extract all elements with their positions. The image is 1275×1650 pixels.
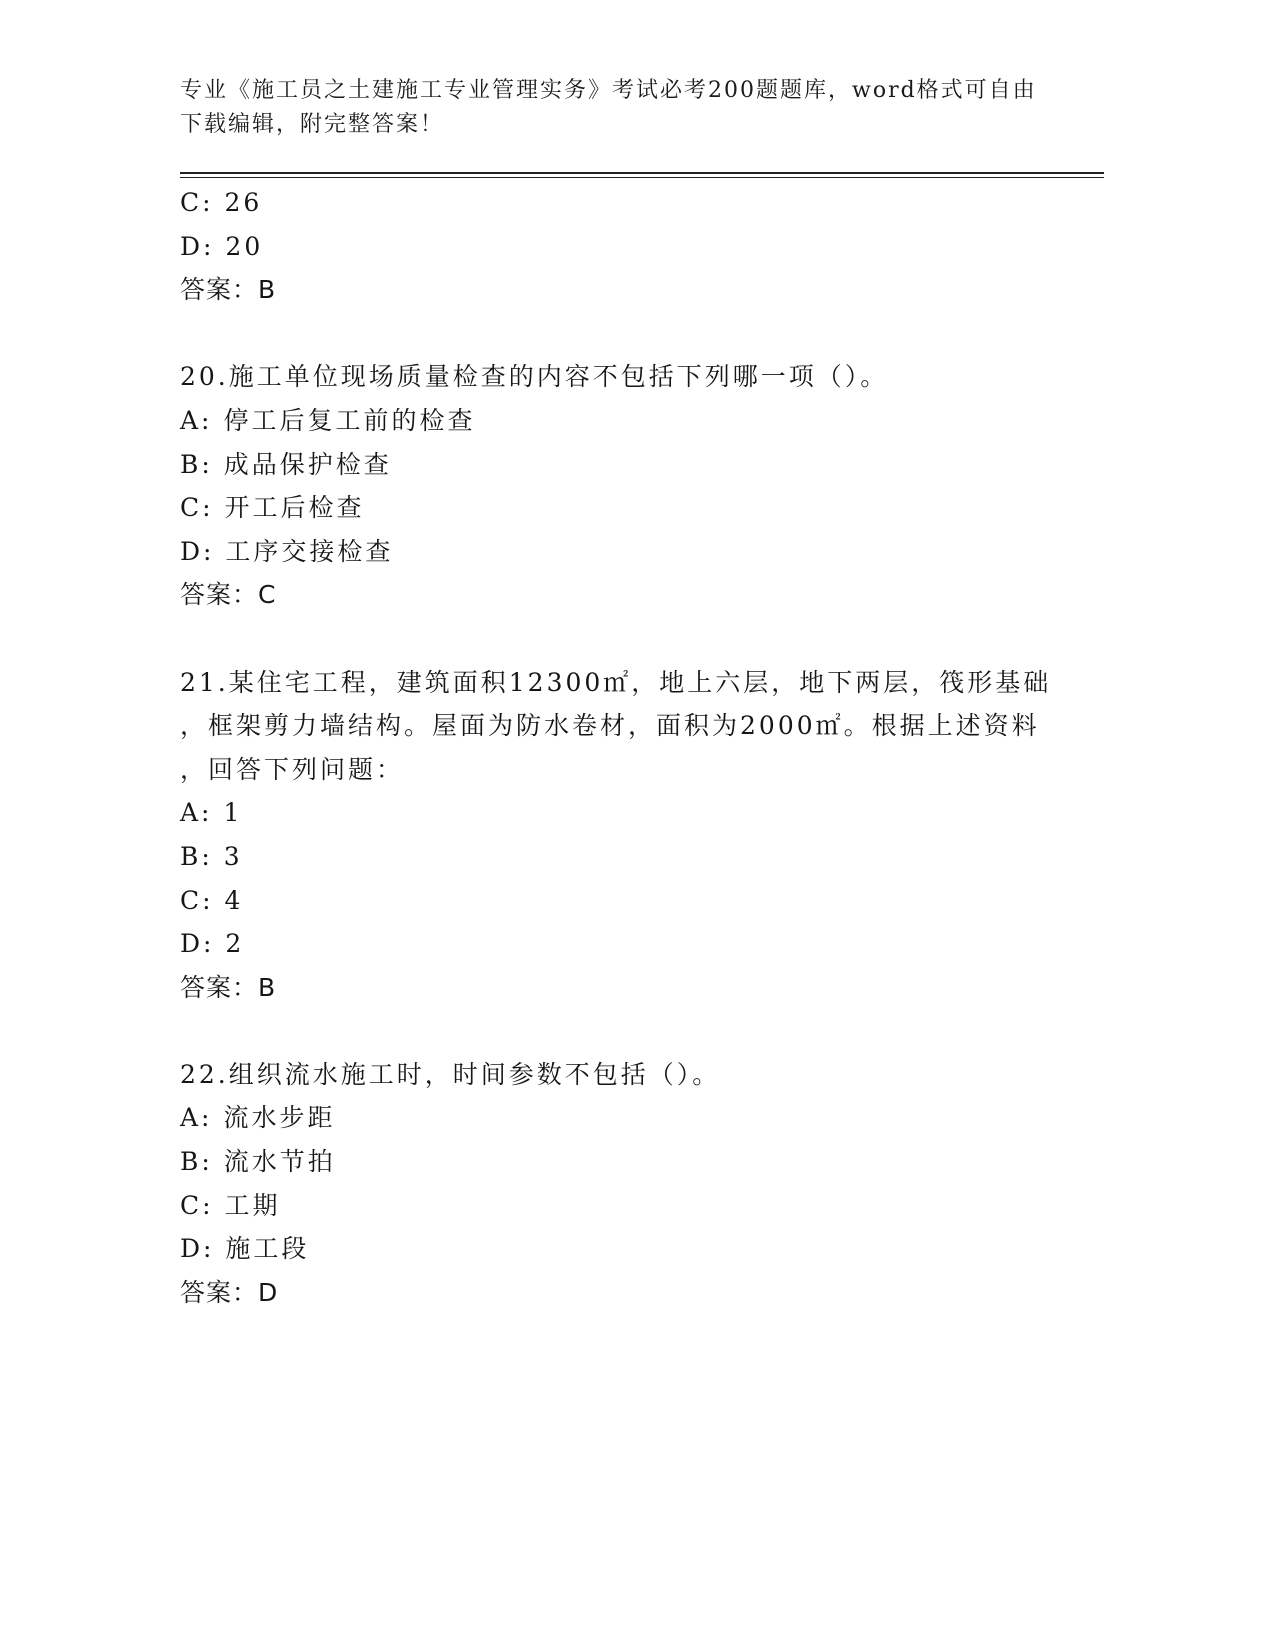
option-text: 2 — [225, 929, 245, 959]
option-text: 26 — [224, 188, 263, 217]
option-text: 流水节拍 — [223, 1147, 336, 1177]
option-text: 停工后复工前的检查 — [223, 405, 476, 435]
spacer — [180, 617, 1060, 661]
answer-line: 答案：B — [180, 275, 277, 305]
option-b — [180, 835, 1060, 879]
option-label: C: — [180, 885, 214, 915]
option-text: 工序交接检查 — [225, 536, 394, 566]
option-text: 4 — [224, 885, 244, 915]
header-divider-thick — [180, 172, 1104, 174]
option-c — [180, 486, 1060, 530]
answer-line: 答案：B — [180, 972, 277, 1002]
option-label: B: — [180, 841, 213, 871]
option-text: 开工后检查 — [224, 493, 365, 523]
answer-line: 答案：C — [180, 580, 277, 610]
question-list — [180, 181, 1060, 1314]
option-label: B: — [180, 449, 213, 479]
question-text: 22.组织流水施工时，时间参数不包括（）。 — [180, 1059, 721, 1089]
option-b — [180, 443, 1060, 487]
option-text: 施工段 — [225, 1234, 310, 1264]
option-label: D: — [180, 929, 215, 959]
option-text: 20 — [225, 231, 264, 261]
option-d — [180, 1227, 1060, 1271]
question-20 — [180, 355, 1060, 617]
question-text-line-1: 21.某住宅工程，建筑面积12300㎡，地上六层，地下两层，筏形基础 — [180, 667, 1052, 697]
option-a — [180, 399, 1060, 443]
spacer — [180, 1009, 1060, 1053]
option-a — [180, 1096, 1060, 1140]
question-22 — [180, 1053, 1060, 1315]
option-c — [180, 181, 1060, 225]
option-label: A: — [180, 1103, 213, 1133]
option-label: B: — [180, 1147, 213, 1177]
option-c — [180, 1184, 1060, 1228]
question-text-line-3: ，回答下列问题： — [180, 754, 405, 784]
option-label: A: — [180, 405, 213, 435]
question-21 — [180, 661, 1060, 1010]
option-label: C: — [180, 1190, 214, 1220]
option-label: A: — [180, 798, 213, 828]
header-divider-thin — [180, 177, 1104, 178]
option-label: D: — [180, 536, 215, 566]
option-d — [180, 530, 1060, 574]
spacer — [180, 312, 1060, 356]
option-label: D: — [180, 1234, 215, 1264]
question-text-line-2: ，框架剪力墙结构。屋面为防水卷材，面积为2000㎡。根据上述资料 — [180, 711, 1040, 741]
option-label: D: — [180, 231, 215, 261]
option-b — [180, 1140, 1060, 1184]
option-a — [180, 791, 1060, 835]
question-text: 20.施工单位现场质量检查的内容不包括下列哪一项（）。 — [180, 362, 889, 392]
option-label: C: — [180, 493, 214, 523]
option-text: 流水步距 — [223, 1103, 336, 1133]
prev-question-block — [180, 181, 1060, 312]
answer-line: 答案：D — [180, 1277, 279, 1307]
document-header-title: 专业《施工员之土建施工专业管理实务》考试必考200题题库，word格式可自由下载编辑，附完整答案！ — [180, 78, 1037, 137]
option-label: C: — [180, 188, 214, 217]
option-text: 3 — [223, 841, 243, 871]
option-c — [180, 879, 1060, 923]
option-text: 1 — [223, 798, 243, 828]
option-d — [180, 225, 1060, 269]
option-d — [180, 922, 1060, 966]
option-text: 成品保护检查 — [223, 449, 392, 479]
option-text: 工期 — [224, 1190, 281, 1220]
